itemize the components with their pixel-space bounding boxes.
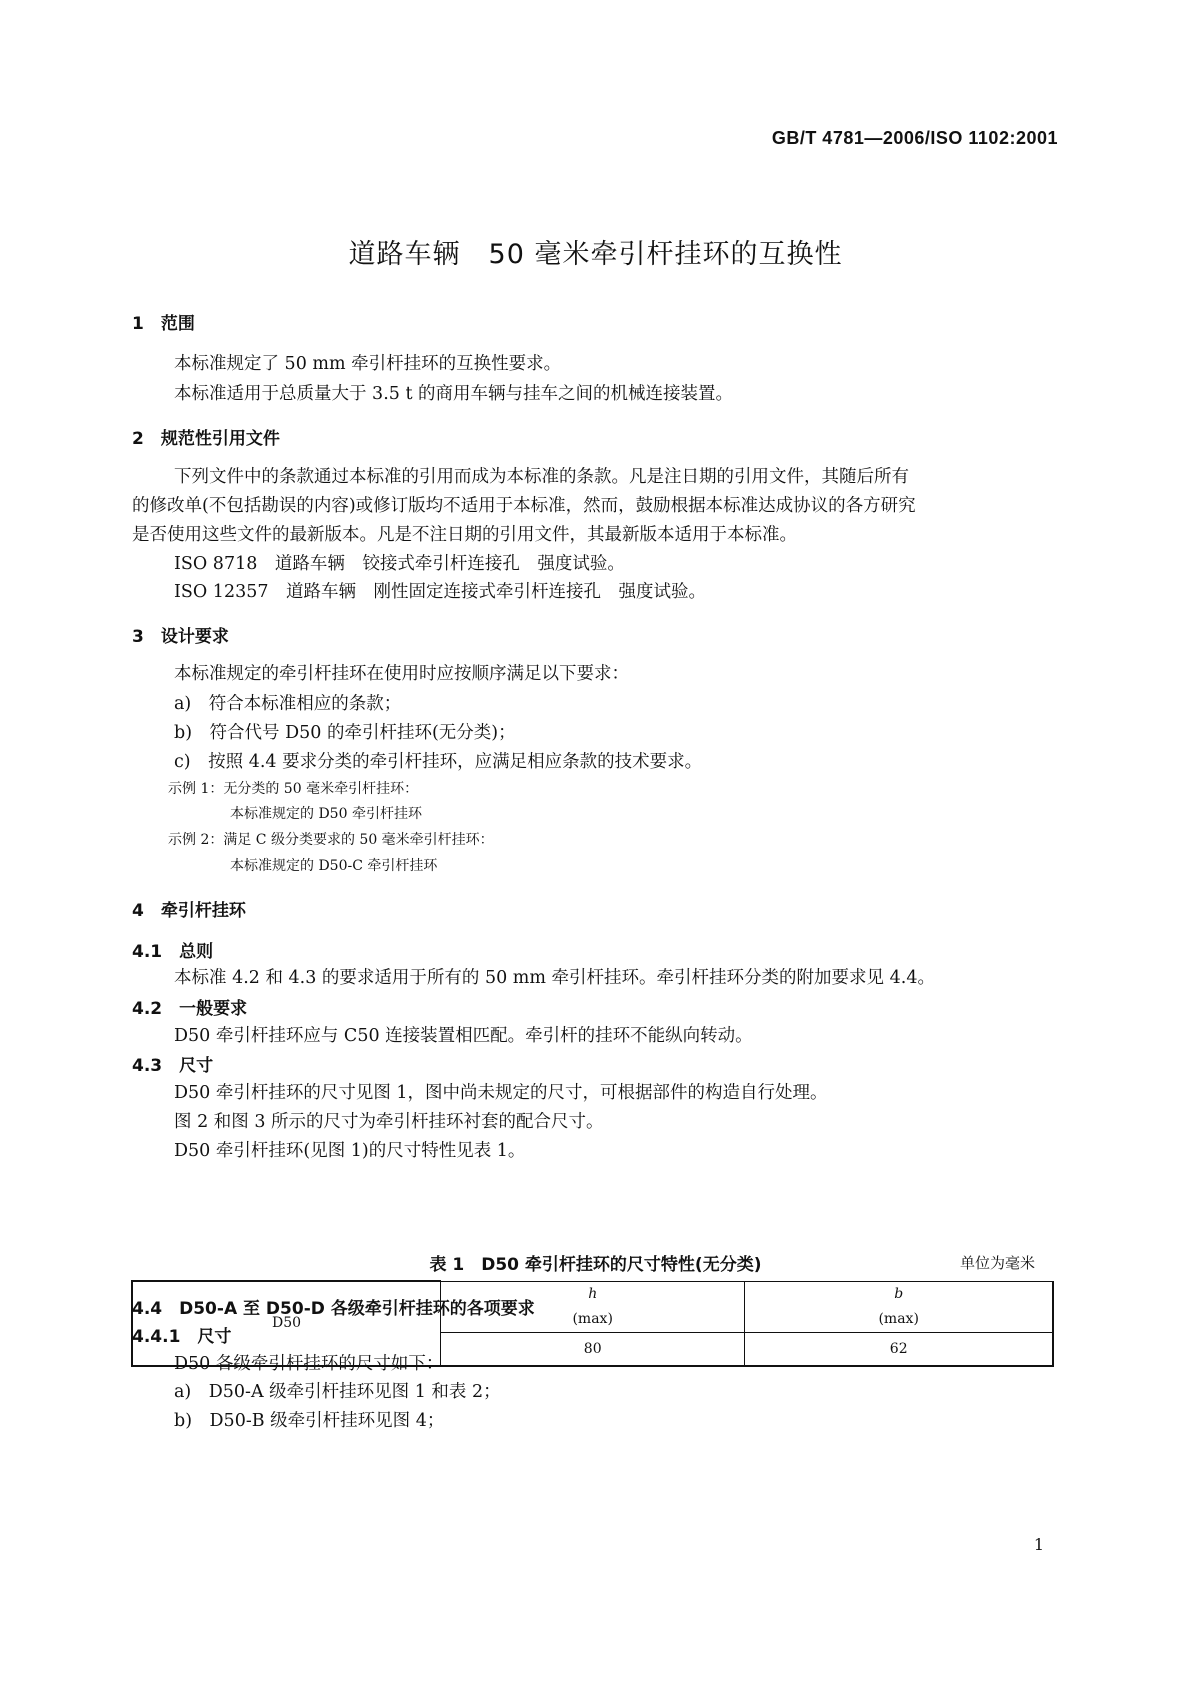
- reference-iso-8718: ISO 8718 道路车辆 铰接式牵引杆连接孔 强度试验。: [174, 554, 625, 574]
- section-2-line-1: 下列文件中的条款通过本标准的引用而成为本标准的条款。凡是注日期的引用文件，其随后所有: [174, 467, 909, 487]
- column-b-symbol: b: [745, 1281, 1053, 1306]
- section-2-line-2: 的修改单(不包括勘误的内容)或修订版均不适用于本标准，然而，鼓励根据本标准达成协议的各方研究: [132, 496, 916, 516]
- section-3-item-b: b) 符合代号 D50 的牵引杆挂环(无分类)；: [174, 723, 516, 743]
- table-1-unit: 单位为毫米: [959, 1254, 1035, 1272]
- section-4-3-heading: 4.3 尺寸: [132, 1056, 214, 1076]
- column-h-max: (max): [441, 1306, 745, 1333]
- value-h: 80: [441, 1332, 745, 1366]
- example-2-label: 示例 2：满足 C 级分类要求的 50 毫米牵引杆挂环：: [168, 832, 494, 848]
- section-4-3-para-3: D50 牵引杆挂环(见图 1)的尺寸特性见表 1。: [174, 1141, 526, 1161]
- standard-number: GB/T 4781—2006/ISO 1102:2001: [771, 128, 1058, 148]
- value-b: 62: [745, 1332, 1053, 1366]
- section-4-2-para: D50 牵引杆挂环应与 C50 连接装置相匹配。牵引杆的挂环不能纵向转动。: [174, 1026, 753, 1046]
- section-4-3-para-1: D50 牵引杆挂环的尺寸见图 1，图中尚未规定的尺寸，可根据部件的构造自行处理。: [174, 1083, 828, 1103]
- column-b-max: (max): [745, 1306, 1053, 1333]
- table-1-caption: 表 1 D50 牵引杆挂环的尺寸特性(无分类): [429, 1255, 762, 1275]
- section-4-1-heading: 4.1 总则: [132, 942, 214, 962]
- table-code-cell: D50: [132, 1281, 441, 1366]
- column-h-symbol: h: [441, 1281, 745, 1306]
- section-4-heading: 4 牵引杆挂环: [132, 901, 246, 921]
- example-1-text: 本标准规定的 D50 牵引杆挂环: [230, 806, 422, 822]
- section-4-4-1-para: D50 各级牵引杆挂环的尺寸如下：: [174, 1354, 444, 1374]
- example-1-label: 示例 1：无分类的 50 毫米牵引杆挂环：: [168, 781, 419, 797]
- section-3-item-c: c) 按照 4.4 要求分类的牵引杆挂环，应满足相应条款的技术要求。: [174, 752, 703, 772]
- section-2-line-3: 是否使用这些文件的最新版本。凡是不注日期的引用文件，其最新版本适用于本标准。: [132, 525, 797, 545]
- section-3-intro: 本标准规定的牵引杆挂环在使用时应按顺序满足以下要求：: [174, 664, 629, 684]
- section-1-para-2: 本标准适用于总质量大于 3.5 t 的商用车辆与挂车之间的机械连接装置。: [174, 384, 734, 404]
- section-4-4-1-item-a: a) D50-A 级牵引杆挂环见图 1 和表 2；: [174, 1382, 501, 1402]
- section-4-1-para: 本标准 4.2 和 4.3 的要求适用于所有的 50 mm 牵引杆挂环。牵引杆挂环分类的附加要求见 4.4。: [174, 968, 935, 988]
- section-3-item-a: a) 符合本标准相应的条款；: [174, 694, 402, 714]
- section-4-4-heading: 4.4 D50-A 至 D50-D 各级牵引杆挂环的各项要求: [132, 1299, 535, 1319]
- reference-iso-12357: ISO 12357 道路车辆 刚性固定连接式牵引杆连接孔 强度试验。: [174, 582, 706, 602]
- example-2-text: 本标准规定的 D50-C 牵引杆挂环: [230, 858, 438, 874]
- section-1-para-1: 本标准规定了 50 mm 牵引杆挂环的互换性要求。: [174, 354, 562, 374]
- section-4-4-1-heading: 4.4.1 尺寸: [132, 1327, 232, 1347]
- document-title: 道路车辆 50 毫米牵引杆挂环的互换性: [348, 239, 843, 270]
- page-number: 1: [1033, 1535, 1044, 1554]
- section-1-heading: 1 范围: [132, 314, 195, 334]
- section-2-heading: 2 规范性引用文件: [132, 429, 280, 449]
- section-4-3-para-2: 图 2 和图 3 所示的尺寸为牵引杆挂环衬套的配合尺寸。: [174, 1112, 604, 1132]
- section-4-2-heading: 4.2 一般要求: [132, 999, 248, 1019]
- section-4-4-1-item-b: b) D50-B 级牵引杆挂环见图 4；: [174, 1411, 445, 1431]
- section-3-heading: 3 设计要求: [132, 627, 229, 647]
